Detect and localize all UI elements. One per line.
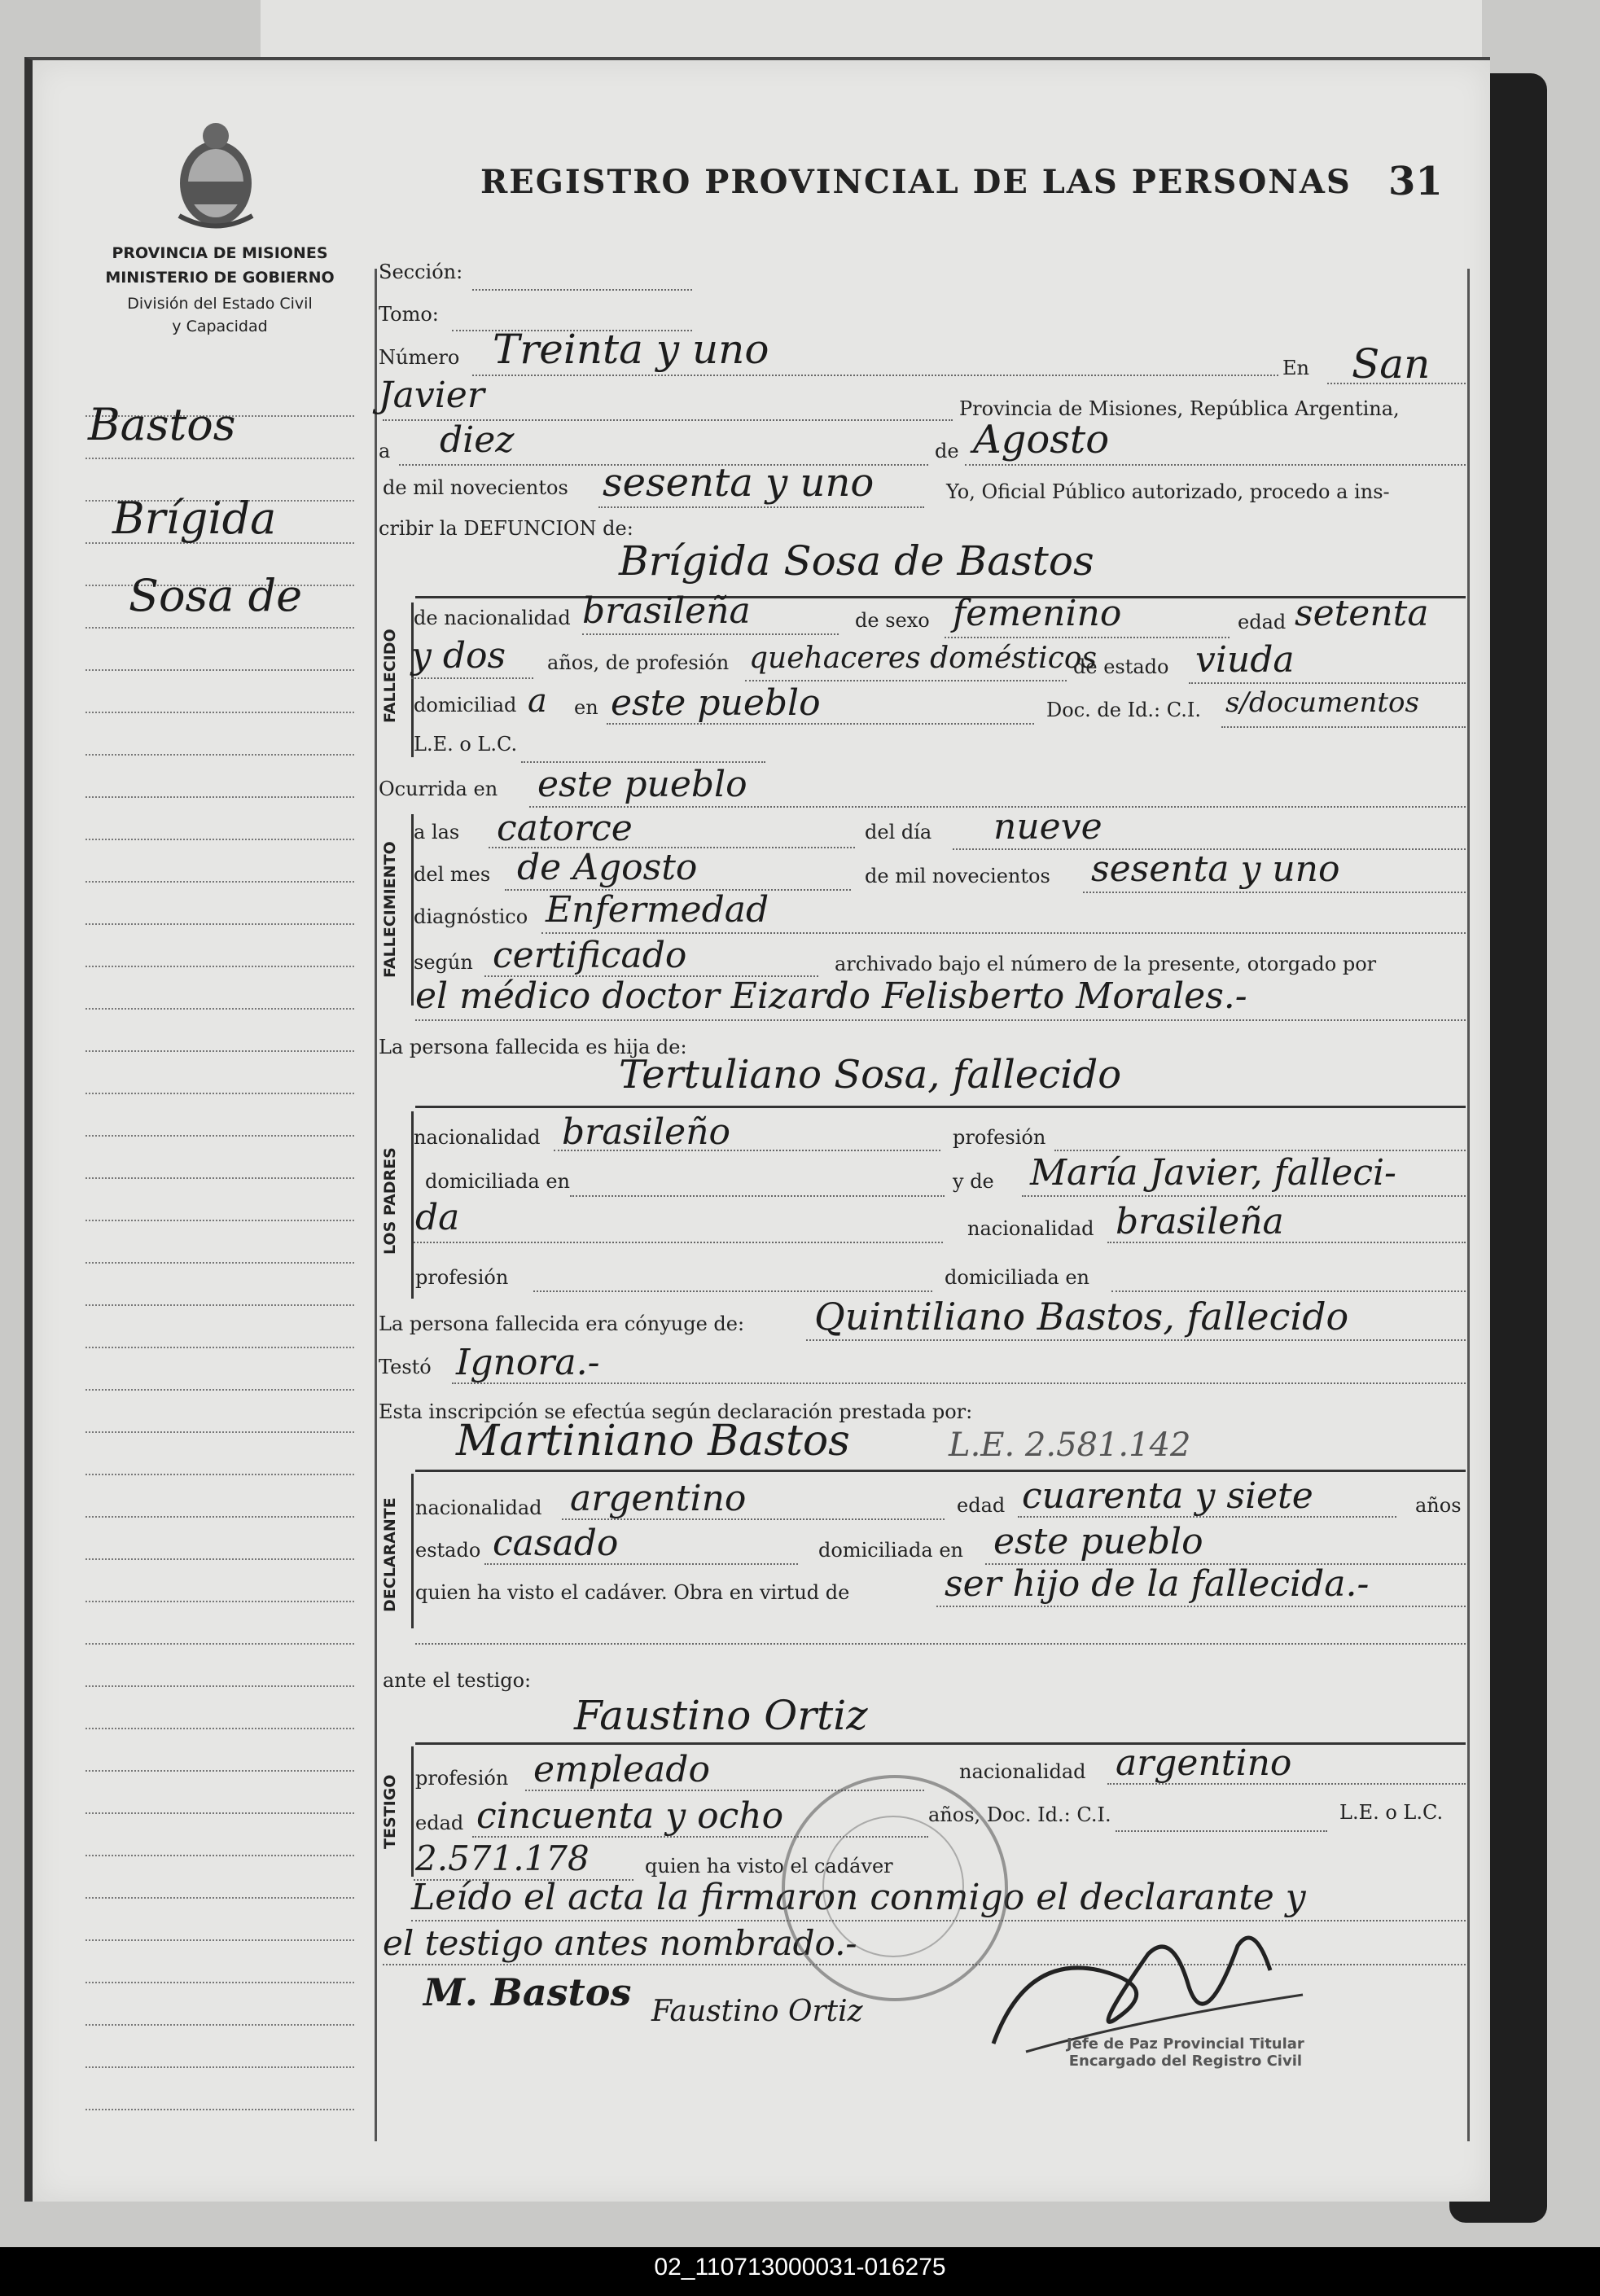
oficial-text: Yo, Oficial Público autorizado, procedo a ins- xyxy=(946,480,1390,503)
estado-label: de estado xyxy=(1073,655,1169,678)
doc-line xyxy=(1221,726,1466,728)
day-value: diez xyxy=(440,419,515,461)
testigo-edad-value: cincuenta y ocho xyxy=(476,1795,784,1837)
index-rule xyxy=(85,1982,354,1983)
year-value: sesenta y uno xyxy=(603,460,875,506)
padre-domiciliada-label: domiciliada en xyxy=(425,1170,570,1193)
index-rule xyxy=(85,1177,354,1179)
padres-tab: LOS PADRES xyxy=(381,1147,399,1255)
padre-nacionalidad-value: brasileño xyxy=(562,1111,731,1153)
sexo-label: de sexo xyxy=(855,609,930,632)
declarante-domiciliada-label: domiciliada en xyxy=(818,1539,963,1562)
index-rule xyxy=(85,669,354,671)
index-rule xyxy=(85,2024,354,2026)
index-rule xyxy=(85,1262,354,1264)
en-label: En xyxy=(1282,357,1309,379)
place-value-1: San xyxy=(1352,340,1431,388)
declarante-rule xyxy=(415,1470,1466,1472)
ocurrida-label: Ocurrida en xyxy=(379,778,498,800)
declarante-domicilio-value: este pueblo xyxy=(993,1521,1203,1562)
fallecido-tab: FALLECIDO xyxy=(381,629,399,723)
a-label: a xyxy=(379,440,391,462)
le-lc-line xyxy=(521,761,765,763)
testigo-tab: TESTIGO xyxy=(381,1774,399,1849)
edad-value-2: y dos xyxy=(411,635,506,677)
edad-line-2 xyxy=(411,677,533,679)
page-number: 31 xyxy=(1388,159,1443,204)
index-rule xyxy=(85,1897,354,1899)
index-given-name: Brígida xyxy=(112,493,277,544)
declarante-virtud-value: ser hijo de la fallecida.- xyxy=(945,1563,1370,1605)
coat-of-arms-icon xyxy=(171,118,261,232)
sexo-line xyxy=(945,637,1230,638)
index-surname: Bastos xyxy=(88,399,236,450)
testigo-anos-doc-label: años, Doc. Id.: C.I. xyxy=(928,1803,1111,1826)
index-rule xyxy=(85,1728,354,1729)
year-prefix: de mil novecientos xyxy=(383,476,568,499)
testo-line xyxy=(452,1382,1466,1384)
index-rule xyxy=(85,966,354,967)
y-de-label: y de xyxy=(953,1170,994,1193)
declarante-edad-value: cuarenta y siete xyxy=(1022,1475,1313,1517)
index-rule xyxy=(85,1347,354,1348)
padres-rule xyxy=(415,1106,1466,1108)
index-rule xyxy=(85,923,354,925)
declarante-bar xyxy=(411,1474,414,1628)
nacionalidad-value: brasileña xyxy=(582,590,751,632)
index-rule xyxy=(85,754,354,756)
nacionalidad-line xyxy=(582,633,839,635)
testigo-le-lc-label: L.E. o L.C. xyxy=(1339,1801,1444,1824)
index-rule xyxy=(85,881,354,883)
officer-seal-line-1: Jefe de Paz Provincial Titular xyxy=(1067,2035,1304,2053)
agency-line-1: PROVINCIA DE MISIONES xyxy=(112,244,328,262)
testigo-visto-text: quien ha visto el cadáver xyxy=(645,1855,893,1878)
seccion-label: Sección: xyxy=(379,261,463,283)
domicilio-value: este pueblo xyxy=(611,682,821,724)
madre-profesion-line xyxy=(533,1290,932,1292)
testigo-doc-value: 2.571.178 xyxy=(415,1838,590,1878)
signature-testigo: Faustino Ortiz xyxy=(651,1995,863,2028)
mes-value: de Agosto xyxy=(517,847,698,888)
closing-line-1: Leído el acta la firmaron conmigo el declarante y xyxy=(411,1877,1306,1918)
profesion-line xyxy=(745,680,1067,681)
domicilio-line xyxy=(607,723,1034,725)
anio-line xyxy=(1083,892,1466,893)
index-rule xyxy=(85,1558,354,1560)
madre-nacionalidad-value: brasileña xyxy=(1116,1201,1284,1242)
agency-line-4: y Capacidad xyxy=(172,318,268,335)
fallecimiento-tab: FALLECIMIENTO xyxy=(381,841,399,979)
padre-nacionalidad-label: nacionalidad xyxy=(414,1126,541,1149)
segun-label: según xyxy=(414,951,473,974)
madre-line-1 xyxy=(1022,1195,1466,1197)
index-maiden-name: Sosa de xyxy=(129,570,303,621)
testigo-nacionalidad-line xyxy=(1107,1783,1466,1785)
month-line xyxy=(965,464,1466,466)
domiciliado-label: domiciliad xyxy=(414,694,517,716)
declaracion-text: Esta inscripción se efectúa según declaración prestada por: xyxy=(379,1400,973,1423)
nacionalidad-label: de nacionalidad xyxy=(414,607,571,629)
index-rule xyxy=(85,627,354,629)
domicilio-en-label: en xyxy=(574,696,598,719)
testigo-name: Faustino Ortiz xyxy=(574,1692,868,1739)
padre-nacionalidad-line xyxy=(554,1150,940,1151)
agency-line-3: División del Estado Civil xyxy=(127,295,313,313)
index-rule xyxy=(85,2109,354,2110)
index-rule xyxy=(85,1812,354,1814)
declarante-visto-text: quien ha visto el cadáver. Obra en virtud de xyxy=(415,1581,850,1604)
margin-line xyxy=(375,269,377,2141)
index-rule xyxy=(85,1939,354,1941)
numero-value: Treinta y uno xyxy=(493,326,769,373)
index-rule xyxy=(85,1770,354,1772)
officer-seal xyxy=(1067,2035,1304,2070)
padres-intro: La persona fallecida es hija de: xyxy=(379,1036,687,1058)
place-value-2: Javier xyxy=(379,375,484,416)
declarante-nacionalidad-value: argentino xyxy=(570,1478,747,1519)
index-rule xyxy=(85,1050,354,1052)
edad-label: edad xyxy=(1238,611,1287,633)
image-caption: 02_110713000031-016275 xyxy=(654,2254,946,2281)
diagnostico-value: Enfermedad xyxy=(546,889,769,931)
madre-domiciliada-line xyxy=(1111,1290,1466,1292)
madre-nacionalidad-label: nacionalidad xyxy=(967,1217,1094,1240)
month-value: Agosto xyxy=(973,417,1110,462)
tomo-label: Tomo: xyxy=(379,303,439,326)
segun-value: certificado xyxy=(493,935,687,976)
hora-value: catorce xyxy=(497,808,633,849)
estado-value: viuda xyxy=(1195,639,1295,681)
index-rule xyxy=(85,1135,354,1137)
index-rule xyxy=(85,1516,354,1518)
page-title: REGISTRO PROVINCIAL DE LAS PERSONAS xyxy=(480,163,1352,201)
declarante-edad-line xyxy=(1018,1516,1396,1518)
anio-label: de mil novecientos xyxy=(865,865,1050,887)
officer-seal-line-2: Encargado del Registro Civil xyxy=(1068,2053,1303,2070)
madre-line-2 xyxy=(414,1242,943,1243)
inscribir-text: cribir la DEFUNCION de: xyxy=(379,517,633,540)
index-rule xyxy=(85,1093,354,1094)
declarante-virtud-line xyxy=(936,1606,1466,1607)
conyuge-label: La persona fallecida era cónyuge de: xyxy=(379,1312,745,1335)
madre-profesion-label: profesión xyxy=(415,1266,509,1289)
index-rule xyxy=(85,839,354,840)
madre-nacionalidad-line xyxy=(1107,1242,1466,1243)
edad-value-1: setenta xyxy=(1295,593,1429,634)
anos-profesion-label: años, de profesión xyxy=(547,651,730,674)
mes-label: del mes xyxy=(414,863,491,886)
year-line xyxy=(598,506,924,508)
index-rule xyxy=(85,1220,354,1221)
declarante-estado-value: casado xyxy=(493,1523,619,1564)
declarante-tab: DECLARANTE xyxy=(381,1497,399,1613)
signature-declarante: M. Bastos xyxy=(423,1970,632,2014)
index-rule xyxy=(85,1685,354,1687)
anio-value: sesenta y uno xyxy=(1091,848,1340,890)
padre-profesion-label: profesión xyxy=(953,1126,1046,1149)
testigo-rule xyxy=(415,1742,1466,1745)
index-rule xyxy=(85,458,354,459)
index-rule xyxy=(85,796,354,798)
declarante-nacionalidad-line xyxy=(562,1518,945,1520)
index-rule xyxy=(85,2066,354,2068)
testo-label: Testó xyxy=(379,1356,432,1378)
index-rule xyxy=(85,712,354,713)
testigo-doc-line xyxy=(1116,1830,1327,1832)
ocurrida-value: este pueblo xyxy=(537,764,747,805)
declarante-nacionalidad-label: nacionalidad xyxy=(415,1496,542,1519)
declarante-name: Martiniano Bastos xyxy=(456,1417,850,1466)
index-rule xyxy=(85,1643,354,1645)
right-border-line xyxy=(1467,269,1470,2141)
padre-profesion-line xyxy=(1054,1150,1466,1151)
testigo-profesion-label: profesión xyxy=(415,1767,509,1790)
medico-line xyxy=(415,1019,1466,1021)
padre-domiciliada-line xyxy=(570,1195,945,1197)
madre-domiciliada-label: domiciliada en xyxy=(945,1266,1089,1289)
testigo-intro: ante el testigo: xyxy=(383,1669,532,1692)
doc-value: s/documentos xyxy=(1225,686,1419,719)
testigo-edad-label: edad xyxy=(415,1812,464,1834)
testigo-nacionalidad-value: argentino xyxy=(1116,1742,1292,1784)
index-rule xyxy=(85,1431,354,1433)
declarante-estado-label: estado xyxy=(415,1539,481,1562)
index-rule xyxy=(85,1008,354,1010)
conyuge-line xyxy=(806,1339,1466,1341)
declarante-anos-label: años xyxy=(1415,1494,1462,1517)
diagnostico-line xyxy=(541,932,1466,934)
archivado-text: archivado bajo el número de la presente, otorgado por xyxy=(835,953,1377,975)
previous-page-edge xyxy=(261,0,1482,59)
medico-value: el médico doctor Eizardo Felisberto Morales.- xyxy=(415,975,1247,1017)
index-rule xyxy=(85,1389,354,1391)
numero-line xyxy=(472,375,1278,376)
seccion-line xyxy=(472,289,692,291)
declarante-extra-line xyxy=(415,1643,1466,1645)
index-rule xyxy=(85,1855,354,1856)
declarante-estado-line xyxy=(484,1563,798,1565)
diagnostico-label: diagnóstico xyxy=(414,905,528,928)
domiciliado-suffix: a xyxy=(528,682,547,720)
declarante-doc: L.E. 2.581.142 xyxy=(949,1426,1191,1464)
deceased-name: Brígida Sosa de Bastos xyxy=(619,537,1094,585)
testigo-profesion-value: empleado xyxy=(533,1749,710,1790)
le-lc-label: L.E. o L.C. xyxy=(414,733,518,756)
madre-value-1: María Javier, falleci- xyxy=(1030,1152,1396,1194)
place-line-1 xyxy=(1327,383,1466,384)
testigo-bar xyxy=(411,1746,414,1877)
madre-value-2: da xyxy=(415,1197,460,1238)
profesion-value: quehaceres domésticos xyxy=(749,642,1098,675)
numero-label: Número xyxy=(379,346,460,369)
provincia-text: Provincia de Misiones, República Argentina, xyxy=(959,397,1400,420)
conyuge-value: Quintiliano Bastos, fallecido xyxy=(814,1295,1349,1339)
testo-value: Ignora.- xyxy=(456,1342,600,1383)
index-rule xyxy=(85,1601,354,1602)
dia-value: nueve xyxy=(993,806,1102,848)
dia-label: del día xyxy=(865,821,932,843)
sexo-value: femenino xyxy=(953,593,1122,634)
estado-line xyxy=(1189,682,1466,684)
doc-label: Doc. de Id.: C.I. xyxy=(1046,699,1202,721)
de-label: de xyxy=(935,440,959,462)
declarante-edad-label: edad xyxy=(957,1494,1006,1517)
index-rule xyxy=(85,1304,354,1306)
hora-label: a las xyxy=(414,821,460,843)
agency-line-2: MINISTERIO DE GOBIERNO xyxy=(105,269,335,287)
padre-value: Tertuliano Sosa, fallecido xyxy=(619,1052,1122,1098)
index-rule xyxy=(85,1474,354,1475)
testigo-nacionalidad-label: nacionalidad xyxy=(959,1760,1086,1783)
official-stamp-inner xyxy=(822,1816,964,1957)
closing-line-2: el testigo antes nombrado.- xyxy=(383,1923,857,1963)
